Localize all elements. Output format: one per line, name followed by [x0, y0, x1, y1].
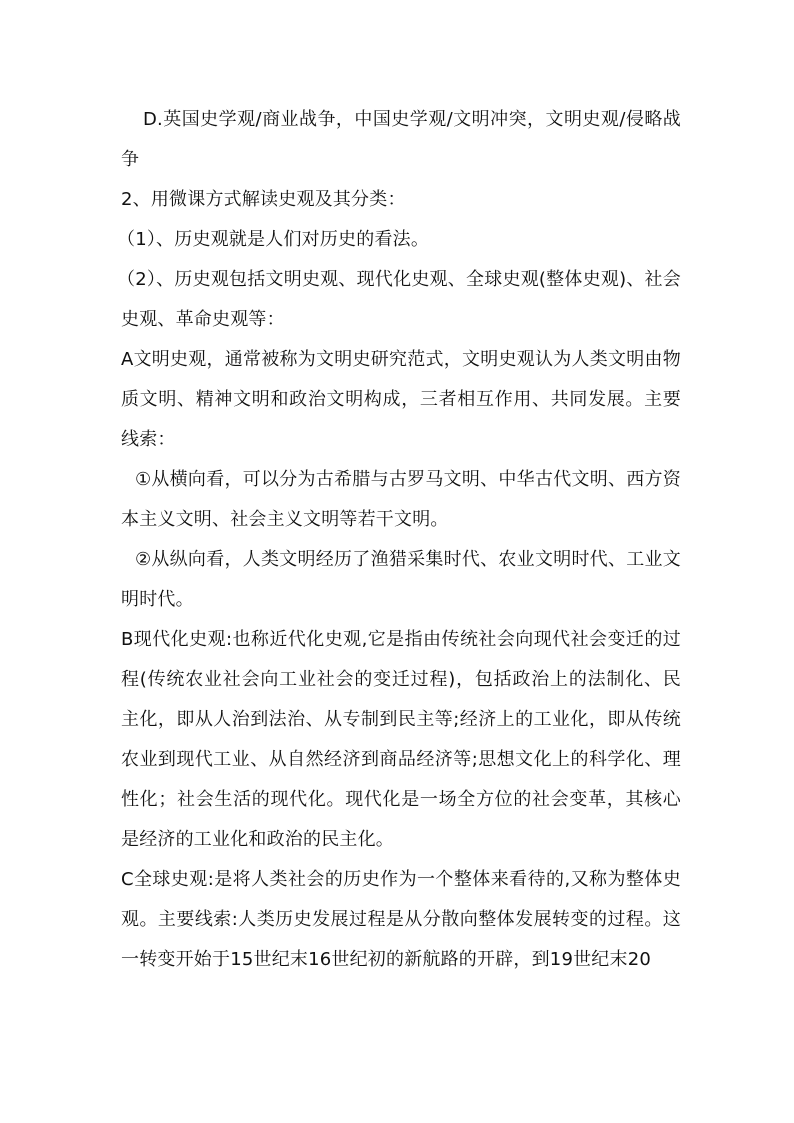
- global-view-paragraph: C全球史观:是将人类社会的历史作为一个整体来看待的,又称为整体史观。主要线索:人类历史发展过程是从分散向整体发展转变的过程。这一转变开始于15世纪末16世纪初的新航路的开辟，到19世纪末20: [121, 869, 681, 970]
- option-d-paragraph: D.英国史学观/商业战争，中国史学观/文明冲突，文明史观/侵略战争: [121, 109, 681, 170]
- document-body: [117, 100, 681, 980]
- section-2-heading: 2、用微课方式解读史观及其分类：: [121, 189, 406, 210]
- civilization-view-paragraph: A文明史观，通常被称为文明史研究范式，文明史观认为人类文明由物质文明、精神文明和政治文明构成，三者相互作用、共同发展。主要线索：: [121, 349, 681, 450]
- modernization-view-paragraph: B现代化史观:也称近代化史观,它是指由传统社会向现代社会变迁的过程(传统农业社会向工业社会的变迁过程)，包括政治上的法制化、民主化，即从人治到法治、从专制到民主等;经济上的工业化，即从传统农业到现代工业、从自然经济到商品经济等;思想文化上的科学化、理性化；社会生活的现代化。现代化是一场全方位的社会变革，其核心是经济的工业化和政治的民主化。: [121, 629, 681, 850]
- horizontal-view-paragraph: ①从横向看，可以分为古希腊与古罗马文明、中华古代文明、西方资本主义文明、社会主义文明等若干文明。: [121, 469, 681, 530]
- point-2-paragraph: （2）、历史观包括文明史观、现代化史观、全球史观(整体史观)、社会史观、革命史观等：: [117, 269, 681, 330]
- vertical-view-paragraph: ②从纵向看，人类文明经历了渔猎采集时代、农业文明时代、工业文明时代。: [121, 549, 681, 610]
- point-1-paragraph: （1）、历史观就是人们对历史的看法。: [117, 229, 430, 250]
